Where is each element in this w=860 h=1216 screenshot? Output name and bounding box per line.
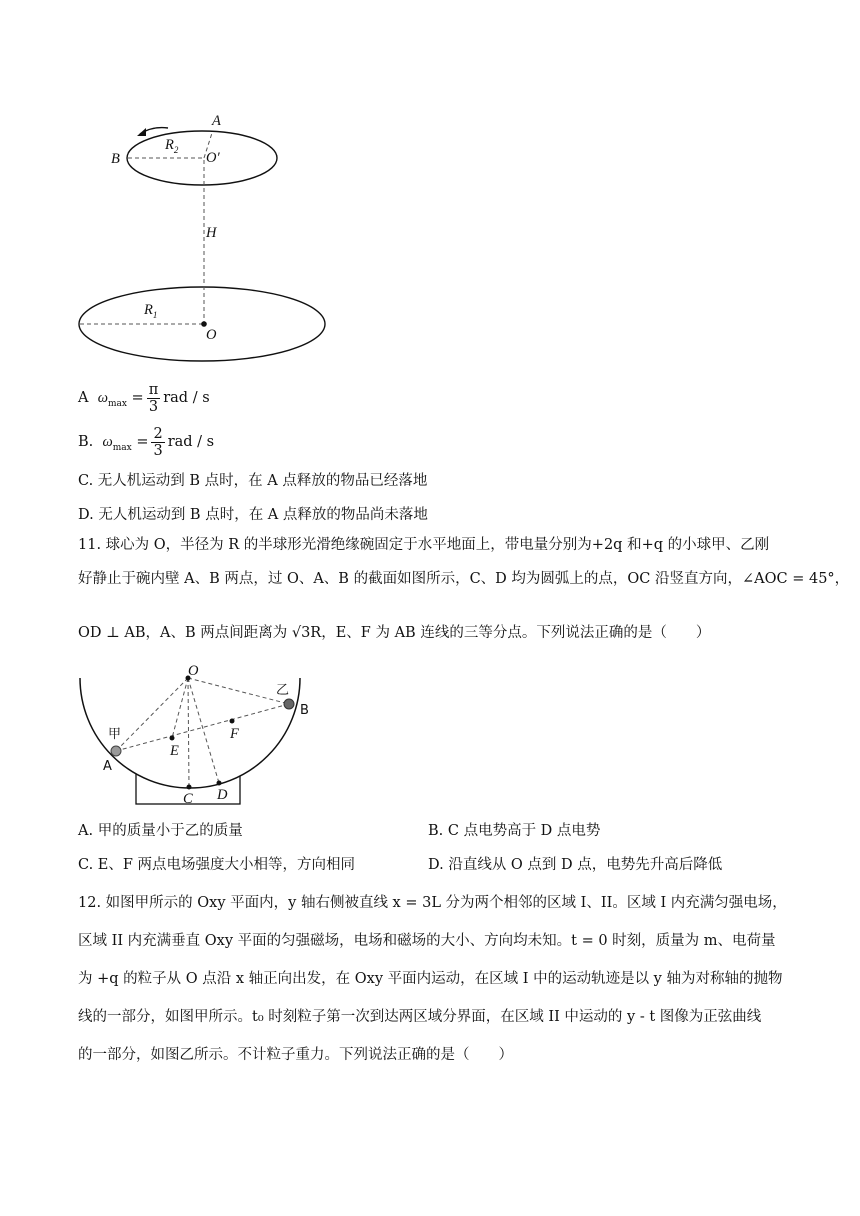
q11-option-c: C. E、F 两点电场强度大小相等，方向相同 (78, 857, 356, 873)
q12-line-4: 线的一部分，如图甲所示。t₀ 时刻粒子第一次到达两区域分界面，在区域 II 中运动的 y - t 图像为正弦曲线 (78, 1009, 762, 1025)
q11-option-b: B. C 点电势高于 D 点电势 (428, 823, 601, 839)
fig1-label-r1: $R_1$ (144, 302, 158, 320)
fig2-label-f: F (230, 726, 239, 742)
fig1-label-o-prime: O′ (206, 150, 220, 166)
q11-option-a: A. 甲的质量小于乙的质量 (78, 823, 243, 839)
fig1-label-h: H (206, 225, 217, 241)
q11-line-3: OD ⊥ AB，A、B 两点间距离为 √3R，E、F 为 AB 连线的三等分点。下列说法正确的是（ ） (78, 625, 711, 641)
fig1-label-b: B (111, 151, 120, 167)
fig2-label-a: A (103, 759, 112, 774)
q12-line-2: 区域 II 内充满垂直 Oxy 平面的匀强磁场，电场和磁场的大小、方向均未知。t = 0 时刻，质量为 m、电荷量 (78, 933, 776, 949)
q10-option-a: A $\omega_{max}$ = $\frac{\pi}{3}$ rad / s (78, 381, 210, 415)
fig2-label-b: B (300, 703, 309, 718)
q12-line-3: 为 +q 的粒子从 O 点沿 x 轴正向出发，在 Oxy 平面内运动，在区域 I 中的运动轨迹是以 y 轴为对称轴的抛物 (78, 971, 783, 987)
q10-option-c: C. 无人机运动到 B 点时，在 A 点释放的物品已经落地 (78, 473, 428, 489)
ball-jia (111, 746, 121, 756)
q11-line-1: 11. 球心为 O，半径为 R 的半球形光滑绝缘碗固定于水平地面上，带电量分别为+2q 和+q 的小球甲、乙刚 (78, 537, 770, 553)
q11-line-2: 好静止于碗内壁 A、B 两点，过 O、A、B 的截面如图所示，C、D 均为圆弧上的点，OC 沿竖直方向，∠AOC = 45°， (78, 571, 850, 587)
fig2-label-yi: 乙 (276, 683, 290, 698)
q10-option-d: D. 无人机运动到 B 点时，在 A 点释放的物品尚未落地 (78, 507, 428, 523)
q10-option-b: B. $\omega_{max}$ = $\frac{2}{3}$ rad / s (78, 425, 215, 459)
fig2-label-d: D (217, 787, 228, 803)
fig1-label-o: O (206, 327, 217, 343)
fig2-label-c: C (183, 791, 193, 807)
fig1-label-a: A (212, 113, 221, 129)
fig1-label-r2: $R_2$ (165, 137, 179, 155)
q12-line-1: 12. 如图甲所示的 Oxy 平面内，y 轴右侧被直线 x = 3L 分为两个相邻的区域 I、II。区域 I 内充满匀强电场， (78, 895, 787, 911)
q12-line-5: 的一部分，如图乙所示。不计粒子重力。下列说法正确的是（ ） (78, 1047, 513, 1063)
fig2-label-o: O (188, 663, 199, 679)
fig2-label-e: E (170, 743, 179, 759)
fig2-label-jia: 甲 (108, 727, 122, 742)
q11-option-d: D. 沿直线从 O 点到 D 点，电势先升高后降低 (428, 857, 723, 873)
